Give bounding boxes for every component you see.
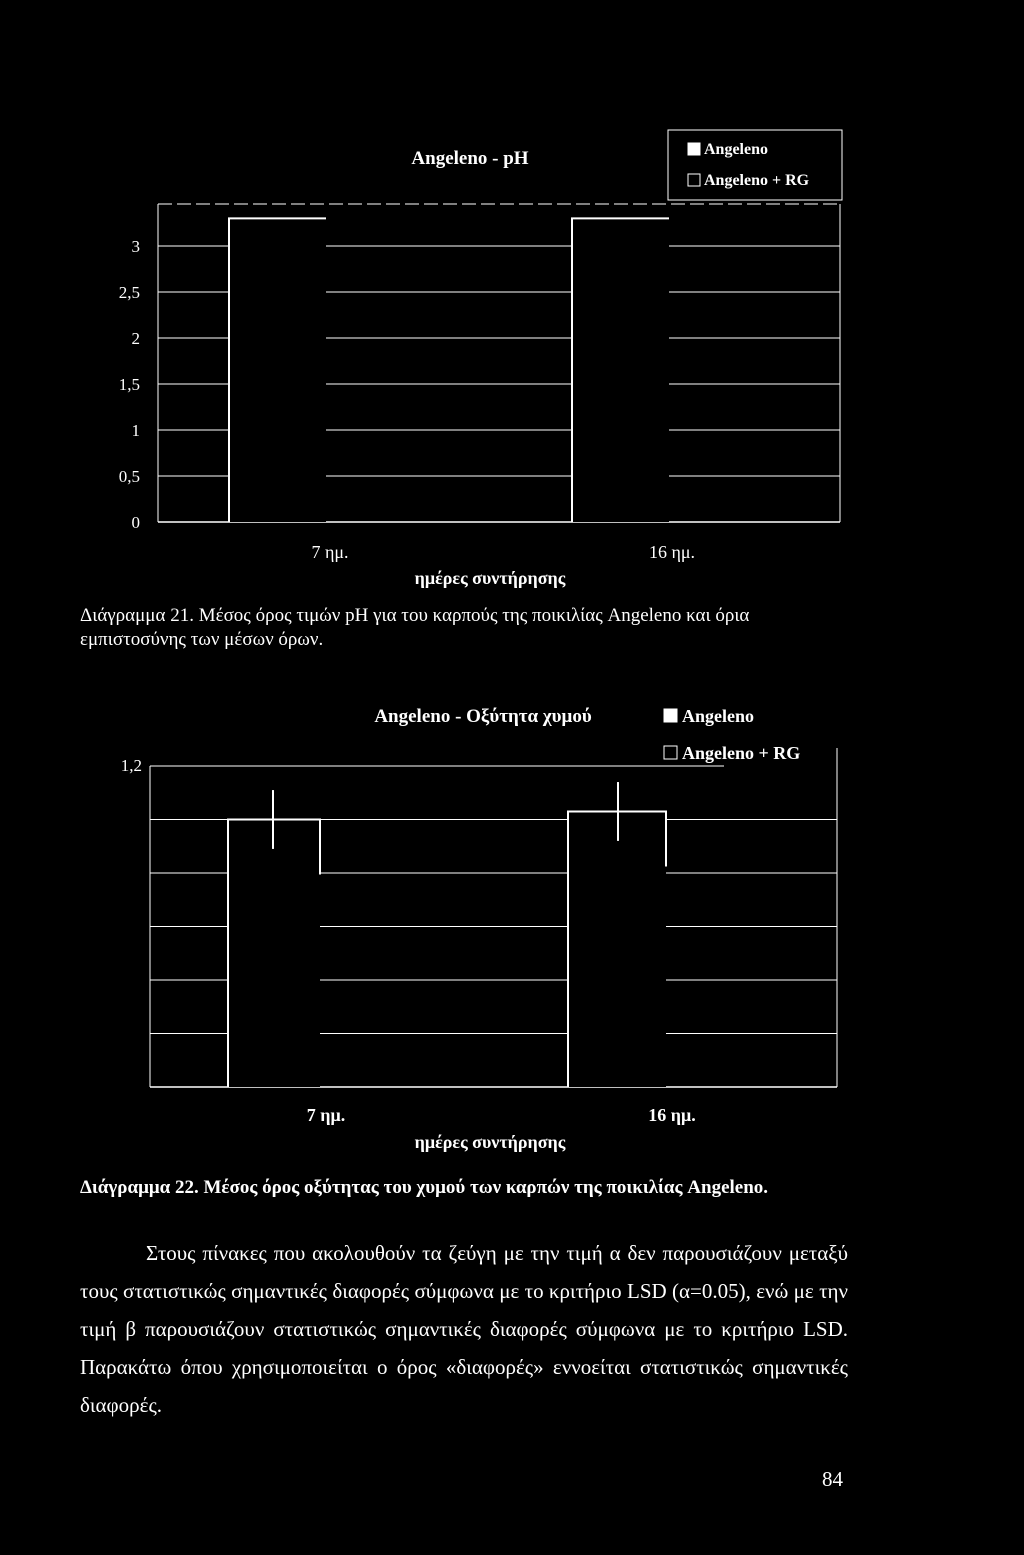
legend-label: Angeleno: [682, 706, 754, 726]
bar: [568, 811, 666, 1087]
bar: [228, 820, 320, 1088]
x-tick-label: 16 ημ.: [648, 1105, 696, 1125]
chart-acidity: [0, 670, 1024, 1190]
legend-swatch: [664, 709, 677, 722]
y-tick-label: 0,5: [118, 467, 140, 486]
x-axis-label: ημέρες συντήρησης: [414, 568, 566, 588]
caption-fig22: Διάγραμμα 22. Μέσος όρος οξύτητας του χυμού των καρπών της ποικιλίας Angeleno.: [80, 1177, 769, 1198]
y-tick-label: 2,5: [118, 283, 140, 302]
y-tick-label: 1: [131, 421, 140, 440]
y-tick-label: 0: [131, 513, 140, 532]
x-tick-label: 7 ημ.: [311, 542, 349, 562]
legend-label: Angeleno + RG: [704, 172, 810, 189]
caption-fig21: Διάγραμμα 21. Μέσος όρος τιμών pH για του καρπούς της ποικιλίας Angeleno και όρια εμπιστοσύνης των μέσων όρων.: [80, 605, 750, 650]
legend-label: Angeleno + RG: [682, 743, 801, 763]
bar: [572, 218, 669, 522]
bar: [229, 218, 326, 522]
paragraph-text: Στους πίνακες που ακολουθούν τα ζεύγη με την τιμή α δεν παρουσιάζουν μεταξύ τους στατιστικώς σημαντικές διαφορές σύμφωνα με το κριτήριο LSD (α=0.05), ενώ με την τιμή β παρουσιάζουν στατιστικώς σημαντικές διαφορές σύμφωνα με το κριτήριο LSD. Παρακάτω όπου χρησιμοποιείται ο όρος «διαφορές» εννοείται στατιστικώς σημαντικές διαφορές.: [80, 1241, 848, 1417]
legend-label: Angeleno: [704, 141, 768, 158]
y-tick-label: 3: [131, 237, 140, 256]
chart-title: Angeleno - pH: [411, 148, 529, 169]
legend-swatch: [688, 143, 700, 155]
y-tick-label: 1,2: [120, 756, 142, 775]
chart-title: Angeleno - Οξύτητα χυμού: [374, 706, 592, 727]
x-tick-label: 7 ημ.: [306, 1105, 346, 1125]
legend-swatch: [688, 174, 700, 186]
y-tick-label: 2: [131, 329, 140, 348]
page-number: 84: [822, 1467, 843, 1491]
x-tick-label: 16 ημ.: [648, 542, 696, 562]
chart-ph: [0, 0, 1024, 600]
body-paragraph: [80, 1234, 848, 1424]
legend-swatch: [664, 746, 677, 759]
x-axis-label: ημέρες συντήρησης: [414, 1132, 566, 1152]
y-tick-label: 1,5: [118, 375, 140, 394]
